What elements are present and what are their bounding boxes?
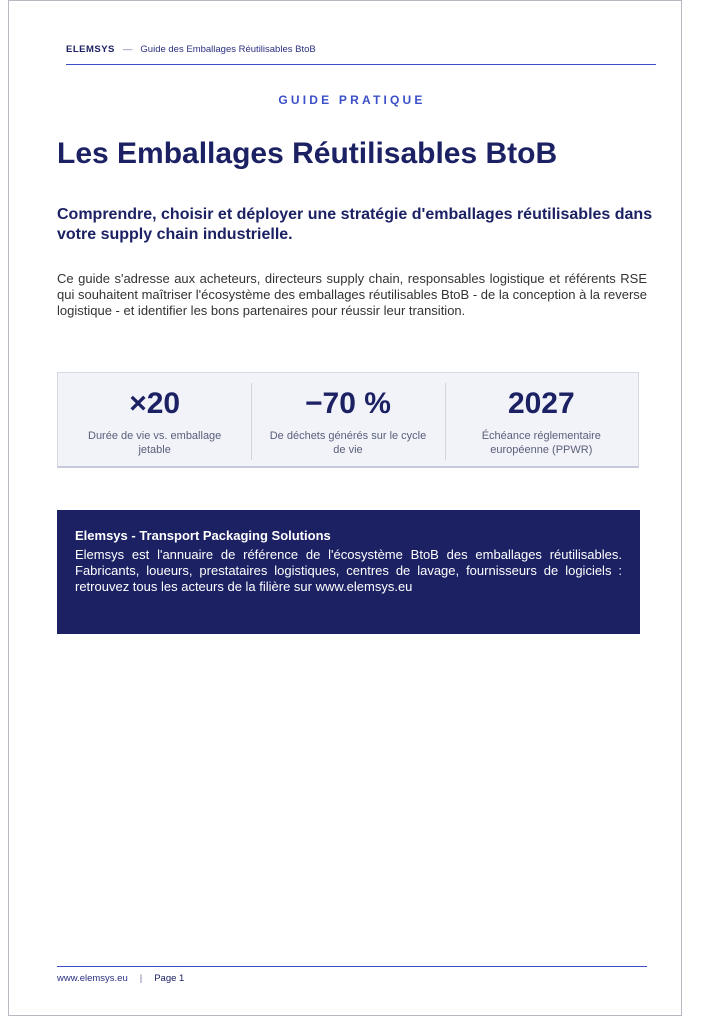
stat-value: ×20 (129, 387, 181, 420)
stat-value: 2027 (507, 387, 575, 420)
eyebrow-label: GUIDE PRATIQUE (278, 93, 426, 107)
stat-deadline (445, 373, 638, 466)
footer-site-link[interactable]: www.elemsys.eu (57, 973, 128, 984)
key-figures-panel (57, 372, 639, 468)
intro-paragraph: Ce guide s'adresse aux acheteurs, directeurs supply chain, responsables logistique et référents RSE qui souhaitent maîtriser l'écosystème des emballages réutilisables BtoB - de la conception à la reverse logistique - et identifier les bons partenaires pour réussir leur transition. (57, 271, 647, 318)
promo-box (57, 510, 640, 634)
promo-body: Elemsys est l'annuaire de référence de l'écosystème BtoB des emballages réutilisables. Fabricants, loueurs, prestataires logistiques, centres de lavage, fournisseurs de logiciels : retrouvez tous les acteurs de la filière sur www.elemsys.eu (75, 547, 622, 594)
stat-value: −70 % (305, 387, 391, 420)
header-doc-title: Guide des Emballages Réutilisables BtoB (140, 44, 316, 55)
stat-waste (251, 373, 444, 466)
running-footer (57, 966, 647, 984)
stat-label: Échéance réglementaire européenne (PPWR) (481, 430, 601, 456)
header-brand: ELEMSYS (66, 44, 115, 55)
footer-page-number: Page 1 (154, 973, 185, 984)
stat-lifespan (58, 373, 251, 466)
promo-title: Elemsys - Transport Packaging Solutions (75, 528, 331, 543)
running-header (66, 44, 656, 65)
header-separator: — (122, 44, 133, 55)
stat-label: De déchets générés sur le cycle de vie (269, 430, 427, 456)
stat-label: Durée de vie vs. emballage jetable (88, 430, 222, 456)
page-title: Les Emballages Réutilisables BtoB (57, 137, 558, 170)
footer-divider: | (139, 973, 143, 984)
page-subtitle: Comprendre, choisir et déployer une stratégie d'emballages réutilisables dans votre supply chain industrielle. (57, 206, 653, 243)
